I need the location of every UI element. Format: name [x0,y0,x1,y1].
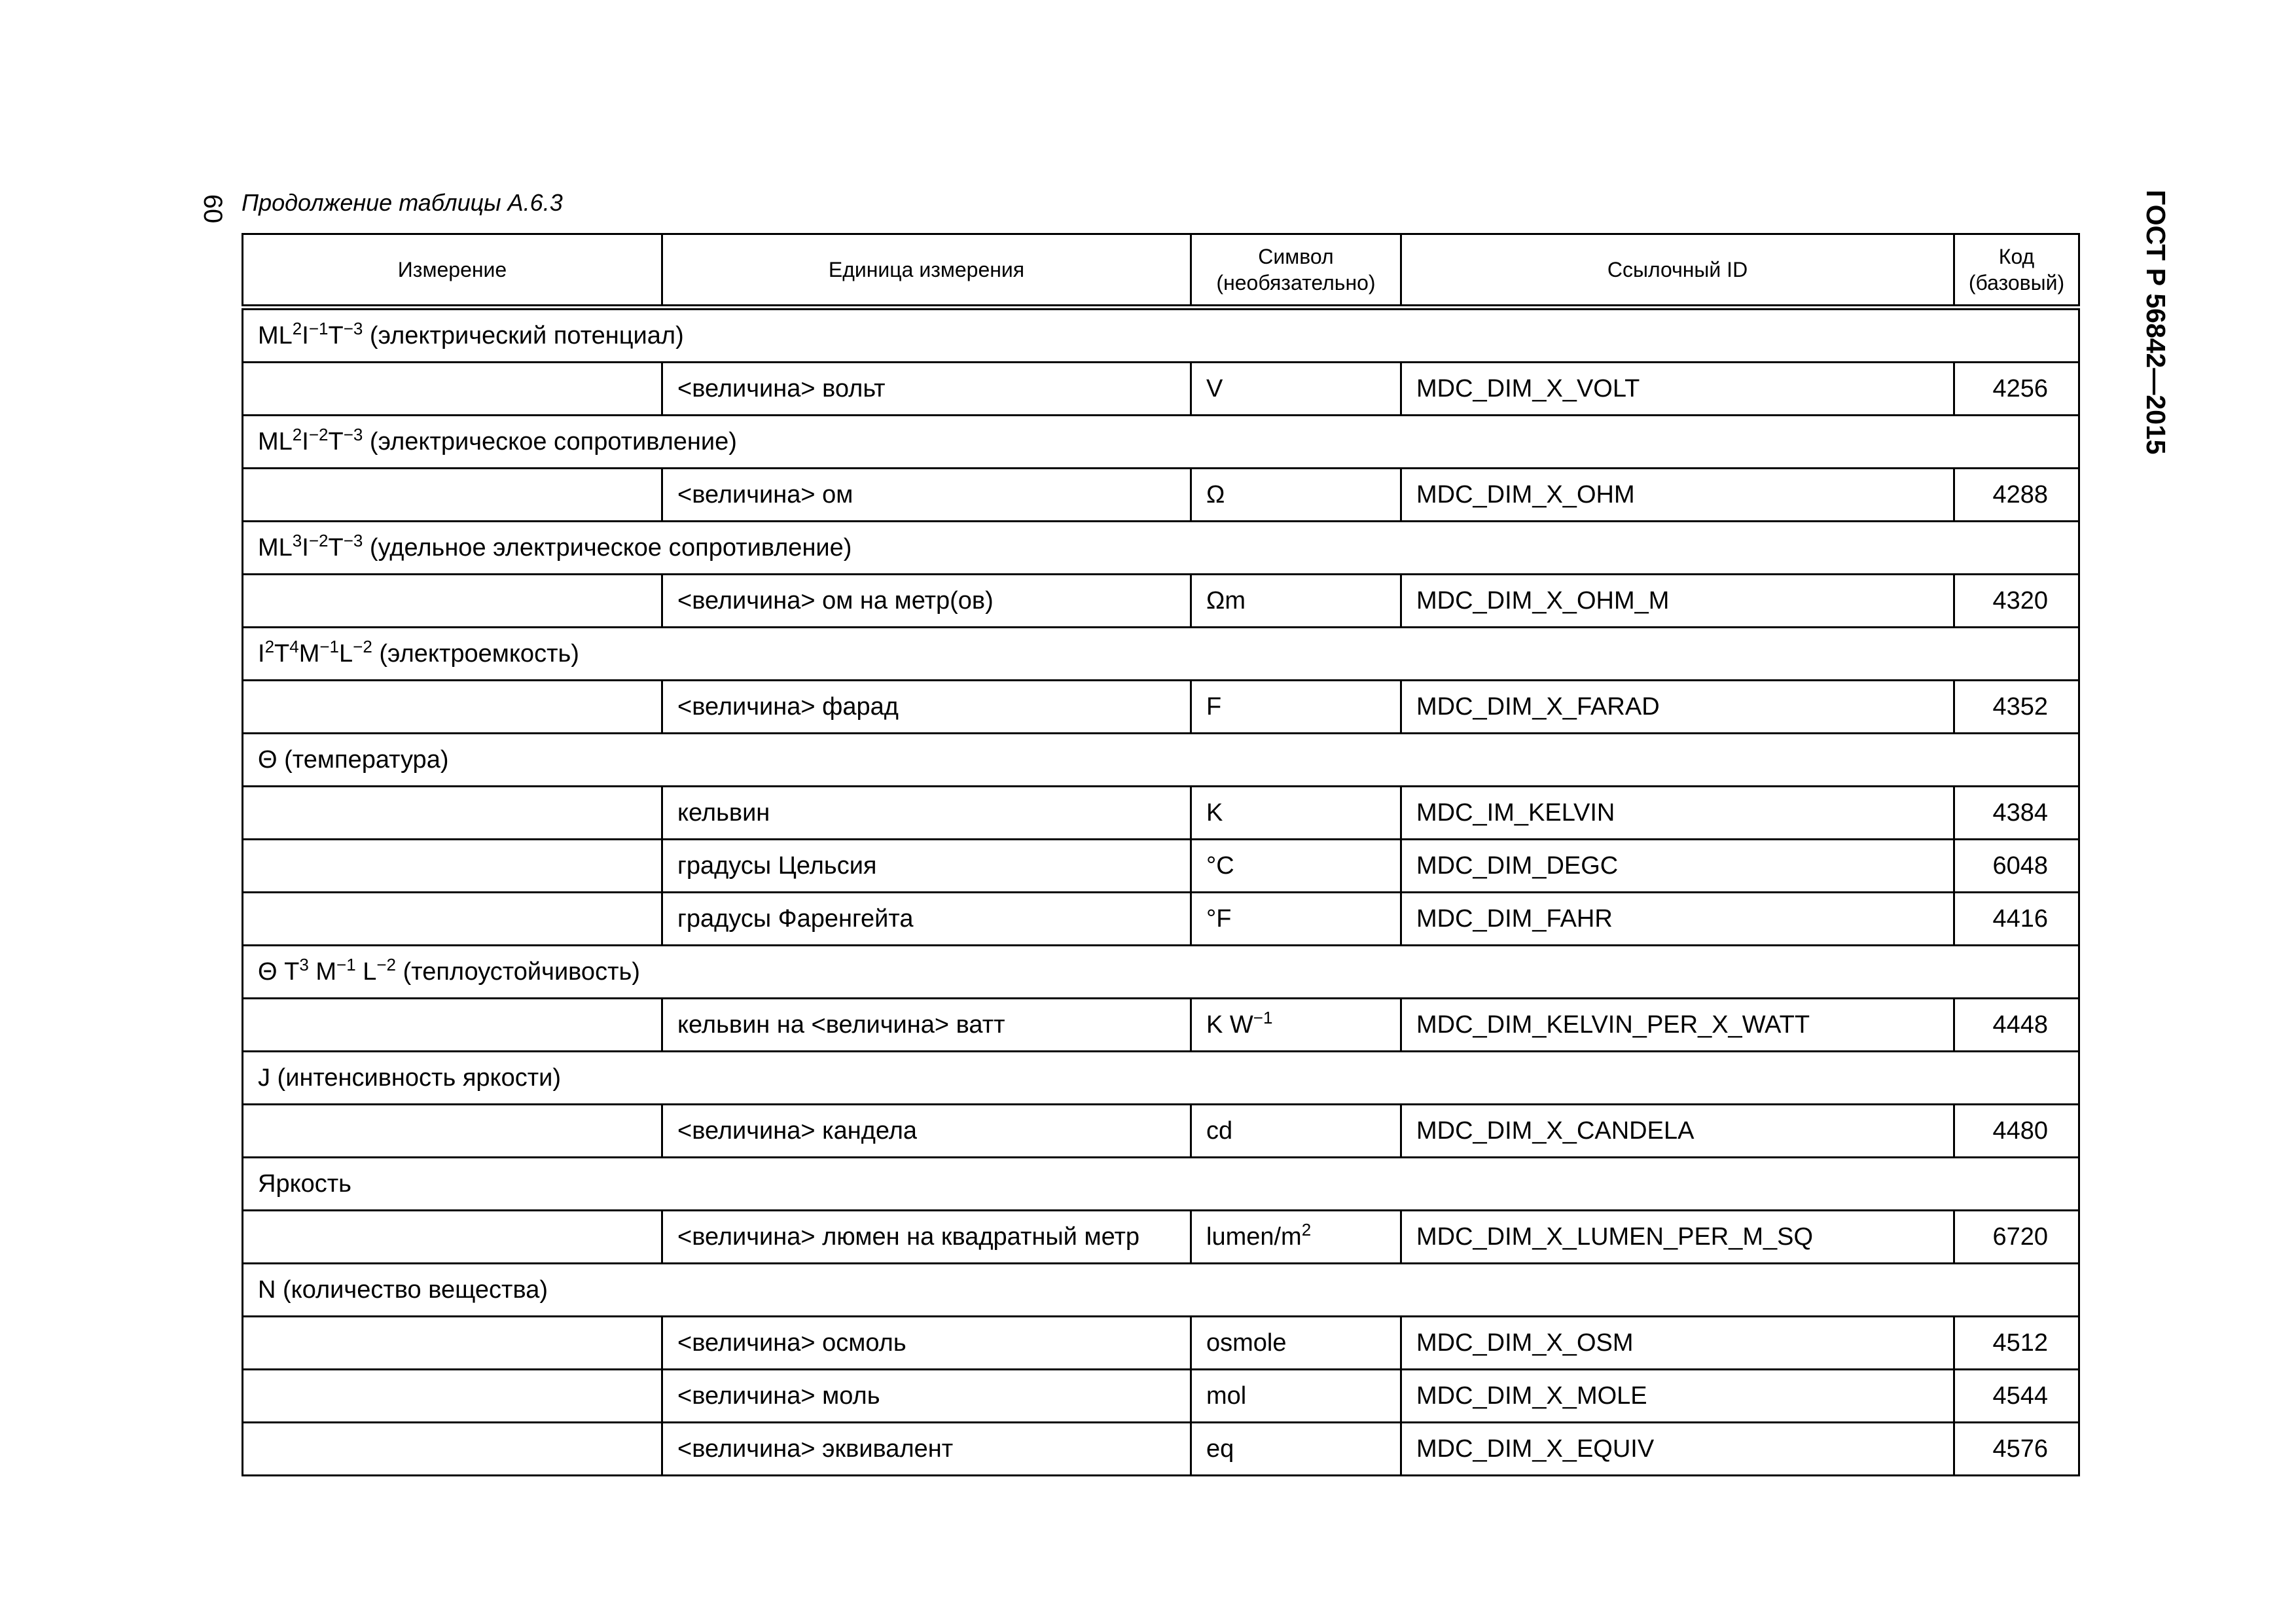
text-fragment: (теплоустойчивость) [396,957,640,986]
table-row [243,840,2079,893]
group-row [243,308,2079,363]
refid-cell: MDC_DIM_X_VOLT [1401,363,1954,416]
symbol-cell [1191,469,1401,522]
superscript-text: 2 [264,636,275,656]
group-heading-cell [243,628,2079,681]
text-fragment: F [1206,692,1222,721]
unit-cell: <величина> ом [662,469,1191,522]
superscript-text: 4 [289,636,299,656]
table-row [243,787,2079,840]
text-fragment: T [328,533,344,562]
text-fragment: L [339,639,353,668]
superscript-text: −2 [353,636,372,656]
standard-designation: ГОСТ Р 56842—2015 [2141,190,2171,455]
refid-cell: MDC_DIM_X_MOLE [1401,1370,1954,1423]
table-row [243,1370,2079,1423]
superscript-text: 2 [1301,1219,1312,1240]
measure-cell [243,893,662,946]
symbol-cell [1191,787,1401,840]
superscript-text: 3 [292,530,302,550]
text-fragment: Ω [1206,480,1225,508]
group-heading-cell [243,1158,2079,1211]
group-row [243,1264,2079,1317]
table-row [243,893,2079,946]
text-fragment: V [1206,374,1223,402]
measure-cell [243,363,662,416]
measure-cell [243,469,662,522]
measure-cell [243,1211,662,1264]
symbol-cell [1191,1211,1401,1264]
header-symbol [1191,234,1401,308]
code-cell: 4512 [1954,1317,2079,1370]
unit-cell: кельвин [662,787,1191,840]
header-code-line1: Код [1998,245,2035,268]
text-fragment: eq [1206,1435,1234,1463]
group-heading-cell [243,946,2079,999]
table-row [243,1211,2079,1264]
measure-cell [243,1423,662,1476]
superscript-text: 2 [292,318,302,338]
refid-cell: MDC_DIM_DEGC [1401,840,1954,893]
group-heading-cell [243,1052,2079,1105]
text-fragment: N (количество вещества) [258,1275,548,1304]
symbol-cell [1191,681,1401,734]
measure-cell [243,1370,662,1423]
refid-cell: MDC_DIM_KELVIN_PER_X_WATT [1401,999,1954,1052]
text-fragment: L [355,957,377,986]
group-heading-cell [243,734,2079,787]
table-body [243,308,2079,1476]
text-fragment: K [1206,798,1223,827]
table-row [243,363,2079,416]
header-code [1954,234,2079,308]
superscript-text: −1 [1253,1007,1273,1027]
unit-cell: <величина> эквивалент [662,1423,1191,1476]
text-fragment: I [302,427,309,455]
page-number: 60 [198,194,227,224]
refid-cell: MDC_DIM_X_LUMEN_PER_M_SQ [1401,1211,1954,1264]
table-row [243,999,2079,1052]
text-fragment: °C [1206,851,1234,880]
refid-cell: MDC_DIM_X_OHM_M [1401,575,1954,628]
refid-cell: MDC_DIM_X_FARAD [1401,681,1954,734]
header-code-line2: (базовый) [1968,271,2065,294]
text-fragment: Θ T [258,957,300,986]
code-cell: 4416 [1954,893,2079,946]
text-fragment: Яркость [258,1169,351,1198]
refid-cell: MDC_DIM_X_OHM [1401,469,1954,522]
refid-cell: MDC_IM_KELVIN [1401,787,1954,840]
unit-cell: <величина> осмоль [662,1317,1191,1370]
superscript-text: −3 [343,318,363,338]
superscript-text: 3 [299,954,309,974]
superscript-text: 2 [292,424,302,444]
group-heading-cell [243,308,2079,363]
group-row [243,1158,2079,1211]
text-fragment: I [302,321,309,349]
unit-cell: <величина> люмен на квадратный метр [662,1211,1191,1264]
text-fragment: J (интенсивность яркости) [258,1063,561,1092]
text-fragment: cd [1206,1116,1233,1145]
symbol-cell [1191,840,1401,893]
table-row [243,1105,2079,1158]
text-fragment: (электрический потенциал) [363,321,684,349]
code-cell: 4288 [1954,469,2079,522]
measure-cell [243,787,662,840]
superscript-text: −2 [308,424,329,444]
group-row [243,628,2079,681]
group-heading-cell [243,1264,2079,1317]
text-fragment: ML [258,533,293,562]
code-cell: 4480 [1954,1105,2079,1158]
units-table [242,233,2080,1476]
measure-cell [243,1317,662,1370]
text-fragment: °F [1206,904,1232,933]
group-row [243,1052,2079,1105]
header-unit: Единица измерения [662,234,1191,308]
text-fragment: T [274,639,290,668]
code-cell: 4576 [1954,1423,2079,1476]
header-measure: Измерение [243,234,662,308]
code-cell: 4256 [1954,363,2079,416]
unit-cell: градусы Фаренгейта [662,893,1191,946]
code-cell: 6048 [1954,840,2079,893]
refid-cell: MDC_DIM_X_EQUIV [1401,1423,1954,1476]
refid-cell: MDC_DIM_FAHR [1401,893,1954,946]
superscript-text: −1 [336,954,356,974]
group-row [243,522,2079,575]
symbol-cell [1191,575,1401,628]
table-row [243,575,2079,628]
symbol-cell [1191,999,1401,1052]
text-fragment: mol [1206,1382,1247,1410]
measure-cell [243,840,662,893]
symbol-cell [1191,1370,1401,1423]
text-fragment: Ωm [1206,586,1246,615]
code-cell: 4384 [1954,787,2079,840]
text-fragment: I [258,639,265,668]
text-fragment: Θ (температура) [258,745,449,774]
text-fragment: (электроемкость) [372,639,579,668]
table-caption: Продолжение таблицы А.6.3 [242,189,563,216]
group-row [243,416,2079,469]
text-fragment: ML [258,427,293,455]
superscript-text: −1 [308,318,329,338]
text-fragment: K W [1206,1010,1253,1039]
header-symbol-line2: (необязательно) [1216,271,1376,294]
refid-cell: MDC_DIM_X_CANDELA [1401,1105,1954,1158]
header-refid: Ссылочный ID [1401,234,1954,308]
text-fragment: I [302,533,309,562]
superscript-text: −2 [376,954,397,974]
text-fragment: lumen/m [1206,1222,1302,1251]
symbol-cell [1191,1105,1401,1158]
table-header-row [243,234,2079,308]
text-fragment: osmole [1206,1329,1287,1357]
text-fragment: (удельное электрическое сопротивление) [363,533,852,562]
code-cell: 6720 [1954,1211,2079,1264]
group-heading-cell [243,416,2079,469]
measure-cell [243,999,662,1052]
superscript-text: −2 [308,530,329,550]
group-row [243,734,2079,787]
code-cell: 4352 [1954,681,2079,734]
unit-cell: <величина> вольт [662,363,1191,416]
group-heading-cell [243,522,2079,575]
symbol-cell [1191,363,1401,416]
text-fragment: T [328,321,344,349]
table-row [243,469,2079,522]
code-cell: 4448 [1954,999,2079,1052]
text-fragment: T [328,427,344,455]
symbol-cell [1191,893,1401,946]
code-cell: 4544 [1954,1370,2079,1423]
measure-cell [243,681,662,734]
text-fragment: M [298,639,320,668]
text-fragment: M [308,957,337,986]
superscript-text: −1 [319,636,340,656]
symbol-cell [1191,1317,1401,1370]
unit-cell: <величина> моль [662,1370,1191,1423]
code-cell: 4320 [1954,575,2079,628]
unit-cell: градусы Цельсия [662,840,1191,893]
superscript-text: −3 [343,424,363,444]
table-row [243,681,2079,734]
superscript-text: −3 [343,530,363,550]
unit-cell: <величина> фарад [662,681,1191,734]
text-fragment: (электрическое сопротивление) [363,427,737,455]
header-symbol-line1: Символ [1258,245,1334,268]
measure-cell [243,575,662,628]
unit-cell: <величина> ом на метр(ов) [662,575,1191,628]
refid-cell: MDC_DIM_X_OSM [1401,1317,1954,1370]
symbol-cell [1191,1423,1401,1476]
table-row [243,1317,2079,1370]
group-row [243,946,2079,999]
unit-cell: кельвин на <величина> ватт [662,999,1191,1052]
unit-cell: <величина> кандела [662,1105,1191,1158]
measure-cell [243,1105,662,1158]
text-fragment: ML [258,321,293,349]
table-row [243,1423,2079,1476]
